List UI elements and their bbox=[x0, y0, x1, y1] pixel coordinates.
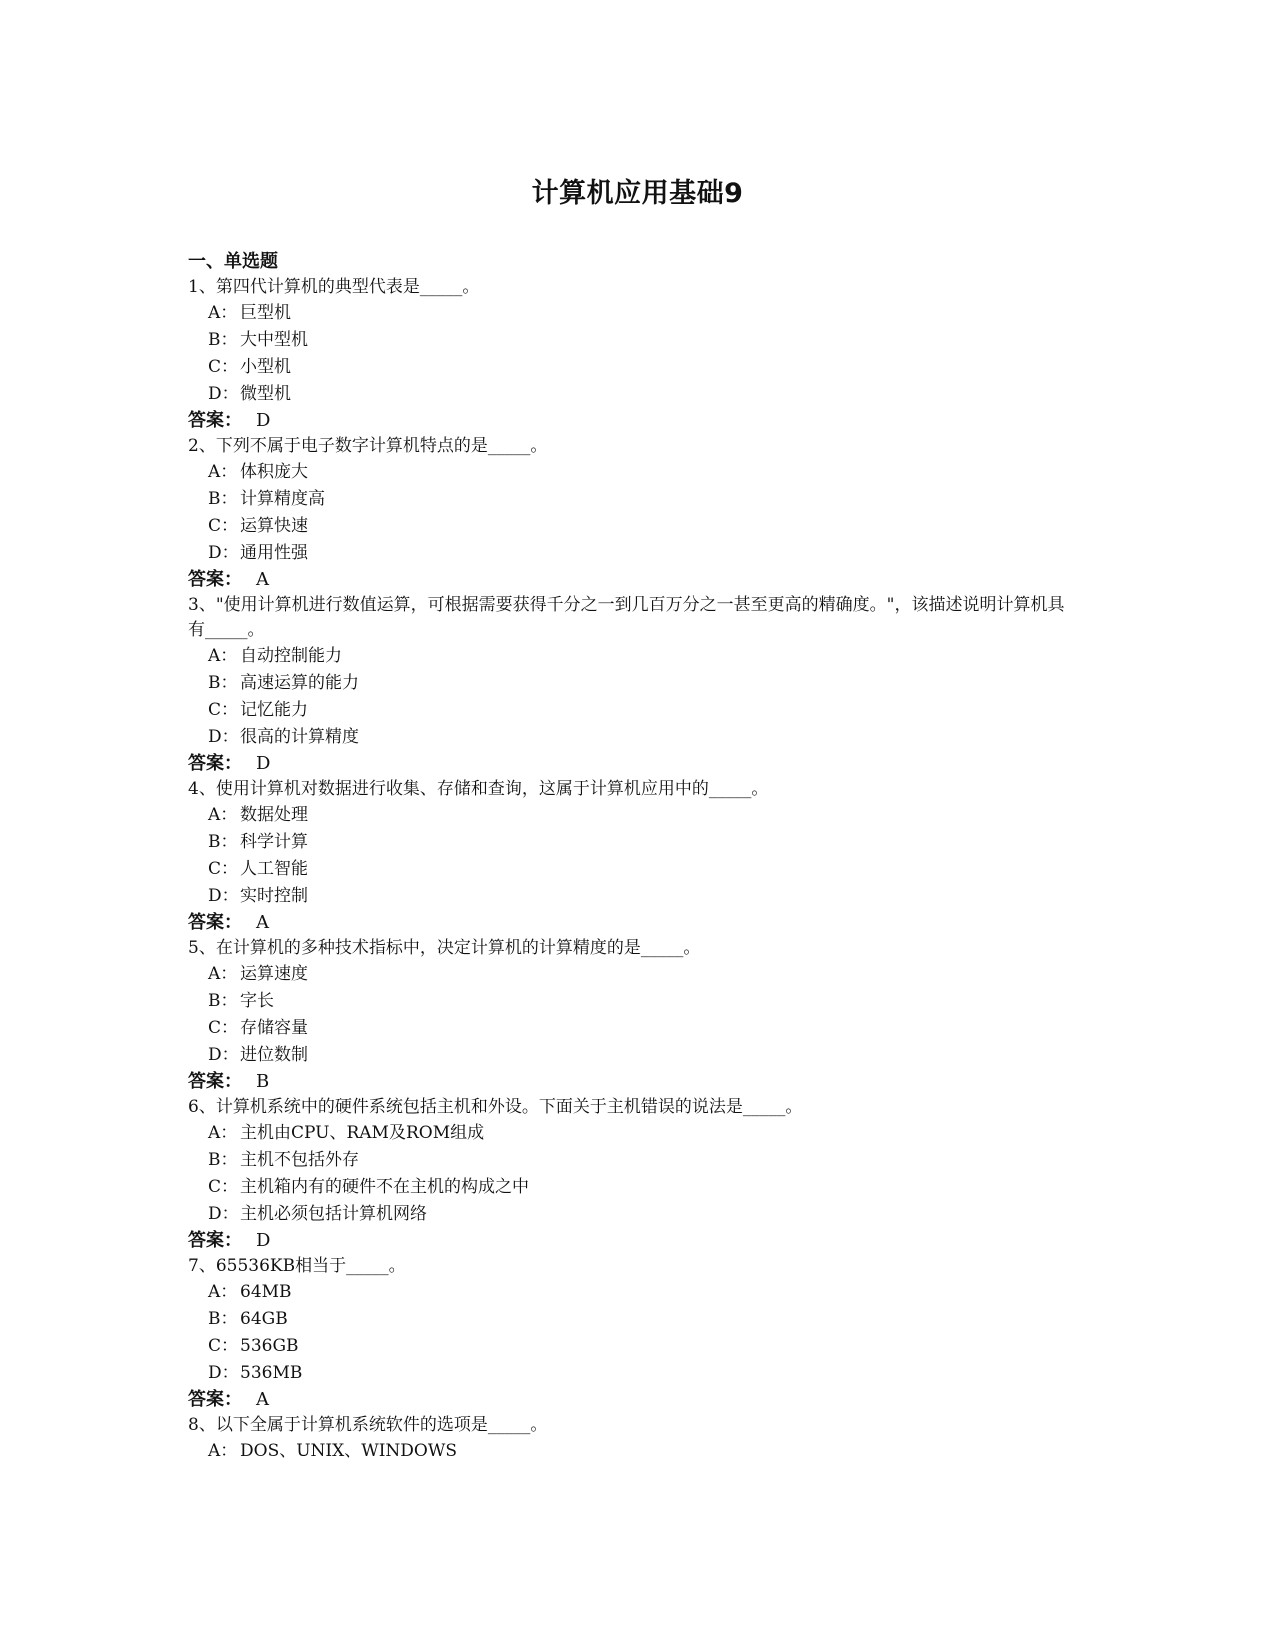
option-key: C： bbox=[208, 357, 239, 377]
option-key: D： bbox=[208, 1204, 239, 1224]
option-key: A： bbox=[208, 462, 238, 482]
question-number: 6、 bbox=[188, 1097, 216, 1117]
answer-option bbox=[188, 1360, 1088, 1387]
option-key: D： bbox=[208, 543, 239, 563]
question-number: 2、 bbox=[188, 436, 216, 456]
answer-option bbox=[188, 1015, 1088, 1042]
answer-option bbox=[188, 513, 1088, 540]
answer-option bbox=[188, 883, 1088, 910]
option-text: 实时控制 bbox=[240, 886, 308, 906]
option-text: 536MB bbox=[240, 1363, 303, 1383]
question-number: 7、 bbox=[188, 1256, 216, 1276]
option-text: 体积庞大 bbox=[240, 462, 308, 482]
answer-value: D bbox=[256, 753, 271, 774]
option-text: 计算精度高 bbox=[240, 489, 325, 509]
answer-value: A bbox=[256, 912, 269, 933]
option-text: 64MB bbox=[240, 1282, 292, 1302]
question-stem bbox=[188, 936, 1068, 961]
question-stem bbox=[188, 1413, 1068, 1438]
option-text: 数据处理 bbox=[240, 805, 308, 825]
answer-line bbox=[188, 910, 1088, 936]
question-stem bbox=[188, 777, 1068, 802]
option-key: A： bbox=[208, 1441, 238, 1461]
option-key: B： bbox=[208, 1150, 238, 1170]
answer-label: 答案： bbox=[188, 753, 242, 774]
answer-option bbox=[188, 1174, 1088, 1201]
question-item bbox=[188, 1254, 1088, 1413]
question-item bbox=[188, 777, 1088, 936]
answer-option bbox=[188, 327, 1088, 354]
option-text: 536GB bbox=[240, 1336, 299, 1356]
option-key: C： bbox=[208, 516, 239, 536]
answer-option bbox=[188, 1120, 1088, 1147]
answer-label: 答案： bbox=[188, 912, 242, 933]
option-key: B： bbox=[208, 832, 238, 852]
answer-option bbox=[188, 697, 1088, 724]
option-text: 大中型机 bbox=[240, 330, 308, 350]
option-text: 记忆能力 bbox=[240, 700, 308, 720]
option-key: D： bbox=[208, 1045, 239, 1065]
answer-option bbox=[188, 1201, 1088, 1228]
question-text: 下列不属于电子数字计算机特点的是_____。 bbox=[215, 436, 548, 456]
answer-option bbox=[188, 1279, 1088, 1306]
option-key: B： bbox=[208, 330, 238, 350]
questions-container bbox=[188, 275, 1088, 1465]
option-text: 存储容量 bbox=[240, 1018, 308, 1038]
option-text: 小型机 bbox=[240, 357, 291, 377]
option-key: C： bbox=[208, 859, 239, 879]
answer-option bbox=[188, 1306, 1088, 1333]
option-text: 主机不包括外存 bbox=[240, 1150, 359, 1170]
answer-line bbox=[188, 567, 1088, 593]
answer-label: 答案： bbox=[188, 410, 242, 431]
question-item bbox=[188, 593, 1088, 777]
answer-value: A bbox=[256, 1389, 269, 1410]
question-number: 5、 bbox=[188, 938, 216, 958]
option-text: 人工智能 bbox=[240, 859, 308, 879]
section-heading: 一、单选题 bbox=[188, 251, 278, 272]
option-text: 高速运算的能力 bbox=[240, 673, 359, 693]
option-key: D： bbox=[208, 727, 239, 747]
option-text: 科学计算 bbox=[240, 832, 308, 852]
answer-option bbox=[188, 381, 1088, 408]
option-text: 巨型机 bbox=[240, 303, 291, 323]
answer-option bbox=[188, 961, 1088, 988]
answer-label: 答案： bbox=[188, 1230, 242, 1251]
question-text: 在计算机的多种技术指标中，决定计算机的计算精度的是_____。 bbox=[215, 938, 701, 958]
answer-option bbox=[188, 643, 1088, 670]
option-key: C： bbox=[208, 1018, 239, 1038]
answer-line bbox=[188, 408, 1088, 434]
question-item bbox=[188, 434, 1088, 593]
option-key: A： bbox=[208, 964, 238, 984]
question-item bbox=[188, 1413, 1088, 1465]
question-text: 以下全属于计算机系统软件的选项是_____。 bbox=[215, 1415, 548, 1435]
option-text: 主机箱内有的硬件不在主机的构成之中 bbox=[240, 1177, 529, 1197]
option-text: 字长 bbox=[240, 991, 274, 1011]
answer-option bbox=[188, 1147, 1088, 1174]
option-text: 进位数制 bbox=[240, 1045, 308, 1065]
answer-option bbox=[188, 829, 1088, 856]
question-stem bbox=[188, 434, 1068, 459]
question-list bbox=[188, 249, 1088, 1465]
answer-option bbox=[188, 724, 1088, 751]
option-text: 主机由CPU、RAM及ROM组成 bbox=[240, 1123, 485, 1143]
answer-option bbox=[188, 988, 1088, 1015]
question-item bbox=[188, 275, 1088, 434]
answer-option bbox=[188, 486, 1088, 513]
answer-value: A bbox=[256, 569, 269, 590]
option-key: A： bbox=[208, 303, 238, 323]
option-key: B： bbox=[208, 1309, 238, 1329]
option-key: B： bbox=[208, 489, 238, 509]
question-item bbox=[188, 936, 1088, 1095]
option-key: D： bbox=[208, 886, 239, 906]
answer-value: D bbox=[256, 410, 271, 431]
question-number: 1、 bbox=[188, 277, 216, 297]
answer-label: 答案： bbox=[188, 569, 242, 590]
option-text: 微型机 bbox=[240, 384, 291, 404]
answer-value: D bbox=[256, 1230, 271, 1251]
question-number: 4、 bbox=[188, 779, 216, 799]
question-stem bbox=[188, 1095, 1068, 1120]
answer-option bbox=[188, 459, 1088, 486]
answer-line bbox=[188, 751, 1088, 777]
option-key: A： bbox=[208, 646, 238, 666]
option-key: C： bbox=[208, 1177, 239, 1197]
answer-value: B bbox=[256, 1071, 270, 1092]
answer-option bbox=[188, 300, 1088, 327]
option-text: 很高的计算精度 bbox=[240, 727, 359, 747]
option-key: A： bbox=[208, 805, 238, 825]
answer-line bbox=[188, 1387, 1088, 1413]
question-stem bbox=[188, 1254, 1068, 1279]
option-text: 64GB bbox=[240, 1309, 288, 1329]
option-text: 运算速度 bbox=[240, 964, 308, 984]
option-text: 运算快速 bbox=[240, 516, 308, 536]
answer-option bbox=[188, 1333, 1088, 1360]
answer-label: 答案： bbox=[188, 1071, 242, 1092]
question-text: 65536KB相当于_____。 bbox=[215, 1256, 406, 1276]
question-stem bbox=[188, 275, 1068, 300]
question-number: 3、 bbox=[188, 595, 216, 615]
question-number: 8、 bbox=[188, 1415, 216, 1435]
option-key: B： bbox=[208, 991, 238, 1011]
question-text: 使用计算机对数据进行收集、存储和查询，这属于计算机应用中的_____。 bbox=[215, 779, 769, 799]
answer-line bbox=[188, 1228, 1088, 1254]
option-text: DOS、UNIX、WINDOWS bbox=[240, 1441, 457, 1461]
option-key: C： bbox=[208, 700, 239, 720]
question-stem bbox=[188, 593, 1068, 643]
option-key: A： bbox=[208, 1123, 238, 1143]
answer-option bbox=[188, 1042, 1088, 1069]
option-key: A： bbox=[208, 1282, 238, 1302]
option-text: 通用性强 bbox=[240, 543, 308, 563]
answer-option bbox=[188, 354, 1088, 381]
document-title: 计算机应用基础9 bbox=[531, 178, 744, 209]
question-item bbox=[188, 1095, 1088, 1254]
question-text: 计算机系统中的硬件系统包括主机和外设。下面关于主机错误的说法是_____。 bbox=[215, 1097, 803, 1117]
option-text: 自动控制能力 bbox=[240, 646, 342, 666]
option-key: D： bbox=[208, 384, 239, 404]
answer-option bbox=[188, 802, 1088, 829]
option-text: 主机必须包括计算机网络 bbox=[240, 1204, 427, 1224]
answer-option bbox=[188, 540, 1088, 567]
answer-line bbox=[188, 1069, 1088, 1095]
answer-option bbox=[188, 670, 1088, 697]
question-text: "使用计算机进行数值运算，可根据需要获得千分之一到几百万分之一甚至更高的精确度。"，该描述说明计算机具有_____。 bbox=[188, 595, 1065, 640]
option-key: D： bbox=[208, 1363, 239, 1383]
answer-option bbox=[188, 856, 1088, 883]
answer-label: 答案： bbox=[188, 1389, 242, 1410]
question-text: 第四代计算机的典型代表是_____。 bbox=[215, 277, 480, 297]
option-key: B： bbox=[208, 673, 238, 693]
option-key: C： bbox=[208, 1336, 239, 1356]
answer-option bbox=[188, 1438, 1088, 1465]
